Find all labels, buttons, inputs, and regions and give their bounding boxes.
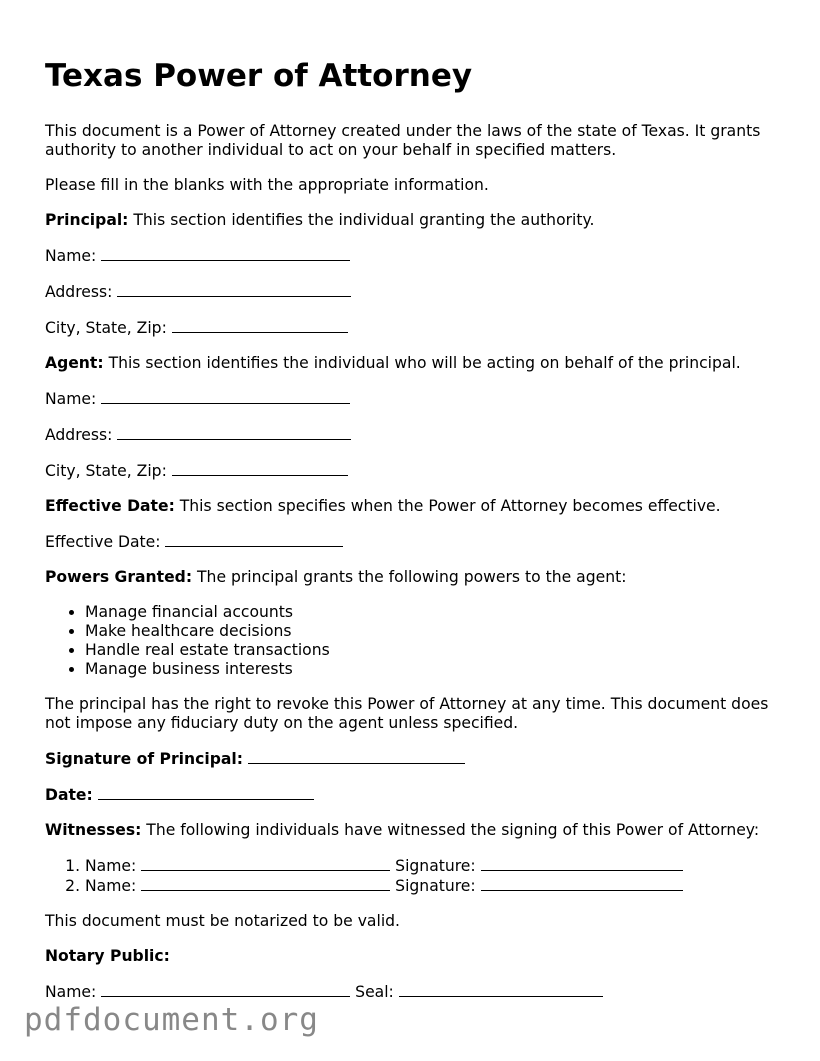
powers-list-item: • Manage financial accounts [85, 603, 795, 622]
powers-section-heading [45, 568, 795, 587]
witnesses-section-heading [45, 821, 795, 840]
effective-date-field[interactable] [165, 532, 343, 547]
witnesses-description: The following individuals have witnessed the signing of this Power of Attorney: [141, 821, 760, 839]
witness-2-name-field[interactable] [141, 876, 390, 891]
powers-list [45, 603, 795, 679]
principal-city-field[interactable] [172, 318, 348, 333]
principal-city-label: City, State, Zip: [45, 319, 172, 337]
agent-name-field[interactable] [101, 389, 350, 404]
effective-heading: Effective Date: [45, 497, 175, 515]
signature-field[interactable] [248, 749, 465, 764]
witnesses-heading: Witnesses: [45, 821, 142, 839]
notary-section-heading [45, 947, 795, 966]
effective-description: This section specifies when the Power of Attorney becomes effective. [174, 497, 721, 515]
watermark-footer: pdfdocument.org [24, 1002, 319, 1038]
powers-list-item: • Handle real estate transactions [85, 641, 795, 660]
agent-name-row [45, 389, 795, 409]
notarize-paragraph: This document must be notarized to be valid. [45, 912, 401, 930]
notary-seal-label: Seal: [350, 983, 399, 1001]
witness-item [85, 876, 795, 896]
notary-seal-field[interactable] [399, 982, 603, 997]
agent-heading: Agent: [45, 354, 104, 372]
principal-section-heading [45, 211, 795, 230]
principal-city-row [45, 318, 795, 338]
revoke-paragraph: The principal has the right to revoke this Power of Attorney at any time. This document does not impose any fiduciary duty on the agent unless specified. [45, 695, 769, 732]
notary-name-field[interactable] [101, 982, 350, 997]
effective-section-heading [45, 497, 795, 516]
instruction-paragraph: Please fill in the blanks with the appropriate information. [45, 176, 489, 194]
witness-signature-label: Signature: [390, 857, 481, 875]
agent-address-label: Address: [45, 426, 118, 444]
witness-name-label: Name: [85, 877, 142, 895]
agent-address-row [45, 425, 795, 445]
witness-signature-label: Signature: [390, 877, 481, 895]
principal-name-row [45, 246, 795, 266]
witness-1-signature-field[interactable] [481, 856, 683, 871]
witness-item [85, 856, 795, 876]
witness-name-label: Name: [85, 857, 142, 875]
principal-name-label: Name: [45, 247, 102, 265]
effective-date-row [45, 532, 795, 552]
principal-address-field[interactable] [117, 282, 351, 297]
powers-description: The principal grants the following powers to the agent: [192, 568, 627, 586]
agent-name-label: Name: [45, 390, 102, 408]
witness-2-signature-field[interactable] [481, 876, 683, 891]
agent-city-label: City, State, Zip: [45, 462, 172, 480]
agent-description: This section identifies the individual who will be acting on behalf of the principal. [103, 354, 741, 372]
agent-city-row [45, 461, 795, 481]
witness-1-name-field[interactable] [141, 856, 390, 871]
date-label: Date: [45, 786, 93, 804]
powers-heading: Powers Granted: [45, 568, 193, 586]
agent-city-field[interactable] [172, 461, 348, 476]
agent-address-field[interactable] [117, 425, 351, 440]
effective-date-label: Effective Date: [45, 533, 166, 551]
principal-heading: Principal: [45, 211, 129, 229]
principal-address-label: Address: [45, 283, 118, 301]
signature-row [45, 749, 795, 769]
intro-paragraph: This document is a Power of Attorney created under the laws of the state of Texas. It grants authority to another individual to act on your behalf in specified matters. [45, 122, 761, 159]
witnesses-list [45, 856, 795, 896]
principal-name-field[interactable] [101, 246, 350, 261]
signature-label: Signature of Principal: [45, 750, 243, 768]
notary-name-label: Name: [45, 983, 102, 1001]
date-row [45, 785, 795, 805]
principal-description: This section identifies the individual granting the authority. [128, 211, 595, 229]
notary-row [45, 982, 795, 1002]
document-page [45, 52, 795, 1018]
principal-address-row [45, 282, 795, 302]
date-field[interactable] [98, 785, 314, 800]
notary-heading: Notary Public: [45, 947, 170, 965]
agent-section-heading [45, 354, 795, 373]
powers-list-item: • Manage business interests [85, 660, 795, 679]
powers-list-item: • Make healthcare decisions [85, 622, 795, 641]
document-title: Texas Power of Attorney [45, 58, 473, 94]
